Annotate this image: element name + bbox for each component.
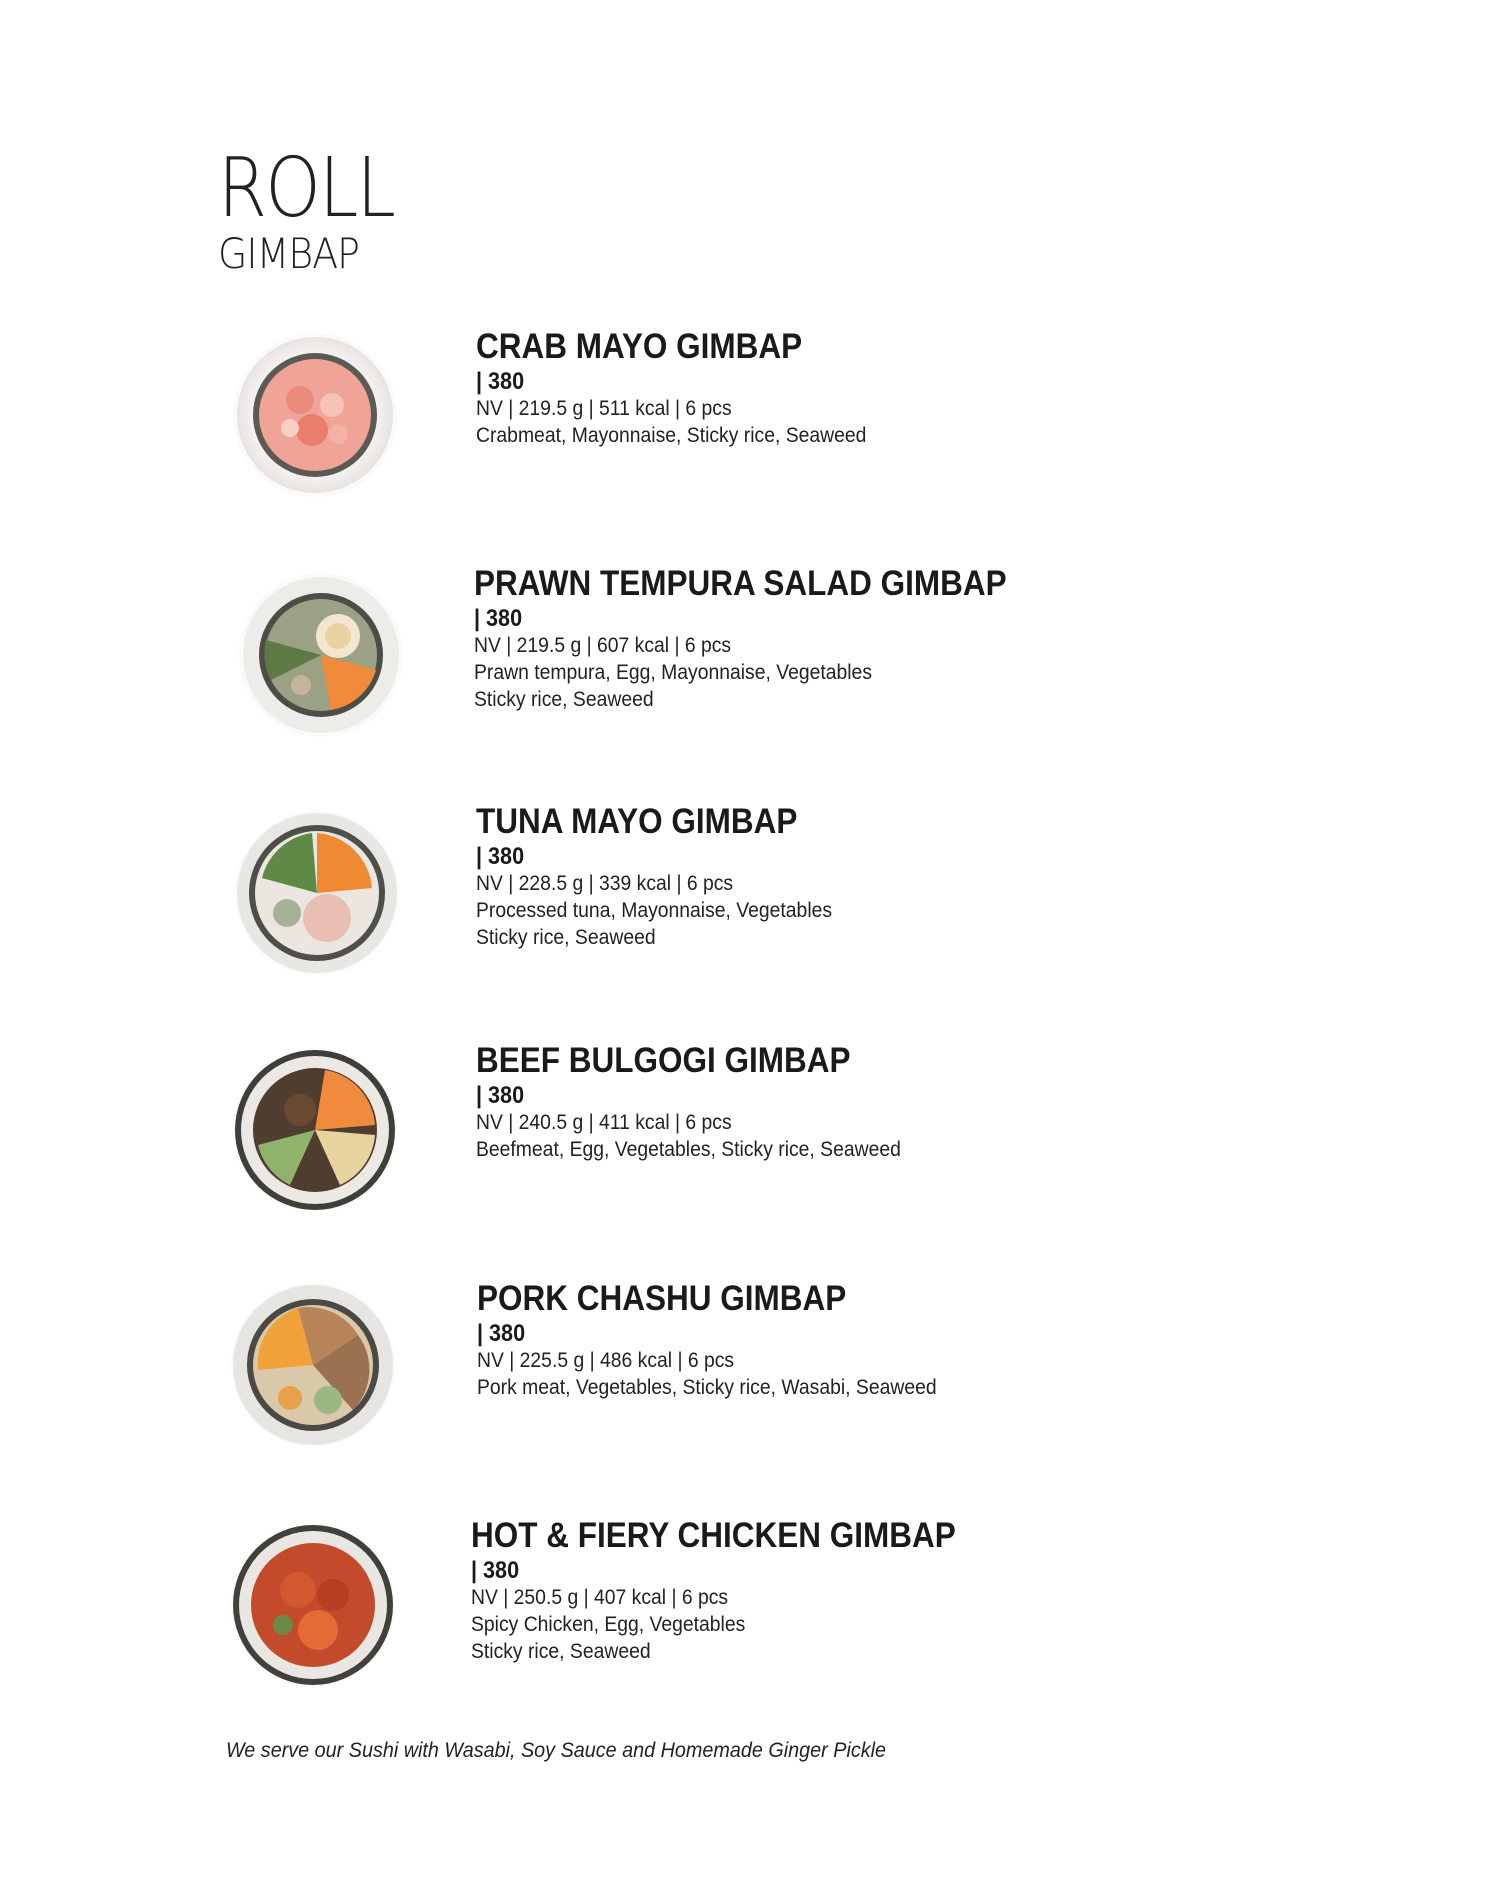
beef-bulgogi-roll-photo [230, 1045, 400, 1215]
item-price: | 380 [476, 1082, 525, 1109]
serving-note: We serve our Sushi with Wasabi, Soy Sauce and Homemade Ginger Pickle [226, 1738, 887, 1762]
item-price: | 380 [476, 843, 525, 870]
prawn-tempura-roll-photo [236, 570, 406, 740]
item-ingredients: Sticky rice, Seaweed [474, 687, 654, 711]
item-name: TUNA MAYO GIMBAP [476, 802, 798, 841]
item-ingredients: Crabmeat, Mayonnaise, Sticky rice, Seaweed [476, 423, 867, 447]
item-name: HOT & FIERY CHICKEN GIMBAP [471, 1516, 956, 1555]
section-title: ROLL [218, 141, 395, 236]
item-ingredients: Beefmeat, Egg, Vegetables, Sticky rice, Seaweed [476, 1137, 901, 1161]
section-subtitle: GIMBAP [218, 229, 360, 278]
item-ingredients: Processed tuna, Mayonnaise, Vegetables [476, 898, 833, 922]
item-ingredients: Sticky rice, Seaweed [476, 925, 656, 949]
item-price: | 380 [477, 1320, 526, 1347]
item-price: | 380 [471, 1557, 520, 1584]
crab-mayo-roll-photo [230, 330, 400, 500]
spicy-chicken-roll-photo [228, 1520, 398, 1690]
item-name: CRAB MAYO GIMBAP [476, 327, 803, 366]
item-ingredients: Prawn tempura, Egg, Mayonnaise, Vegetables [474, 660, 872, 684]
item-nutrition: NV | 240.5 g | 411 kcal | 6 pcs [476, 1110, 732, 1134]
menu-heading [218, 141, 423, 278]
item-name: PRAWN TEMPURA SALAD GIMBAP [474, 564, 1007, 603]
item-name: PORK CHASHU GIMBAP [477, 1279, 847, 1318]
item-nutrition: NV | 219.5 g | 607 kcal | 6 pcs [474, 633, 732, 657]
item-nutrition: NV | 250.5 g | 407 kcal | 6 pcs [471, 1585, 729, 1609]
item-nutrition: NV | 219.5 g | 511 kcal | 6 pcs [476, 396, 732, 420]
item-price: | 380 [476, 368, 525, 395]
pork-chashu-roll-photo [228, 1280, 398, 1450]
item-ingredients: Pork meat, Vegetables, Sticky rice, Wasabi, Seaweed [477, 1375, 937, 1399]
item-nutrition: NV | 228.5 g | 339 kcal | 6 pcs [476, 871, 734, 895]
tuna-mayo-roll-photo [232, 808, 402, 978]
item-price: | 380 [474, 605, 523, 632]
item-name: BEEF BULGOGI GIMBAP [476, 1041, 851, 1080]
item-nutrition: NV | 225.5 g | 486 kcal | 6 pcs [477, 1348, 735, 1372]
item-ingredients: Sticky rice, Seaweed [471, 1639, 651, 1663]
item-ingredients: Spicy Chicken, Egg, Vegetables [471, 1612, 746, 1636]
